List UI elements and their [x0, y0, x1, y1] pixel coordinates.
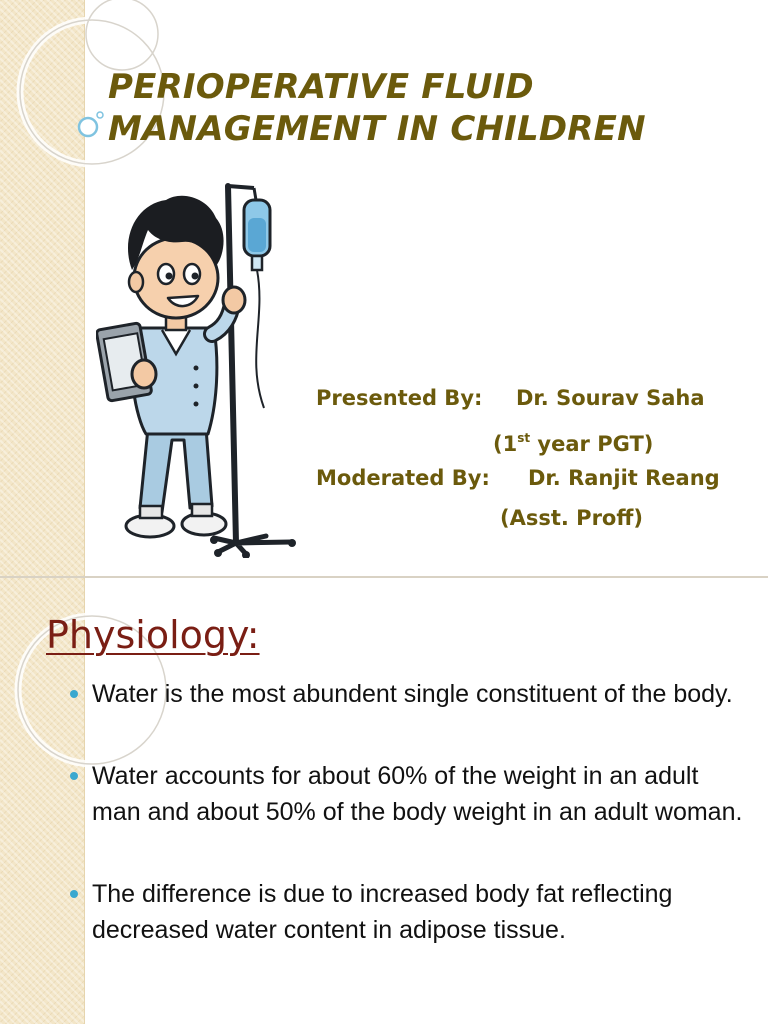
moderator-name: Dr. Ranjit Reang	[528, 466, 720, 490]
moderated-by-label: Moderated By:	[316, 466, 490, 490]
moderator-role: (Asst. Proff)	[500, 506, 643, 530]
list-item	[70, 758, 750, 830]
bullet-dot-icon	[70, 890, 78, 898]
bullet-text: The difference is due to increased body fat reflecting decreased water content in adipose tissue.	[92, 880, 673, 944]
physiology-slide	[0, 578, 768, 1024]
presented-by-label: Presented By:	[316, 386, 483, 410]
slide-heading: Physiology:	[46, 613, 260, 657]
doctor-with-iv-drip-icon	[96, 178, 311, 558]
title-line-1: PERIOPERATIVE FLUID	[108, 67, 534, 107]
bullet-text: Water is the most abundent single constituent of the body.	[92, 680, 733, 708]
bullet-dot-icon	[70, 772, 78, 780]
presenter-role-close: year PGT)	[530, 432, 654, 456]
presenter-role-open: (1	[493, 432, 518, 456]
bullet-text: Water accounts for about 60% of the weight in an adult man and about 50% of the body weight in an adult woman.	[92, 762, 743, 826]
presentation-title	[108, 66, 646, 150]
title-line-2: MANAGEMENT IN CHILDREN	[108, 109, 646, 149]
bullet-list	[70, 676, 750, 994]
list-item	[70, 876, 750, 948]
list-item	[70, 676, 750, 712]
bullet-dot-icon	[70, 690, 78, 698]
presenter-role-sup: st	[517, 431, 531, 445]
presenter-name: Dr. Sourav Saha	[516, 386, 705, 410]
